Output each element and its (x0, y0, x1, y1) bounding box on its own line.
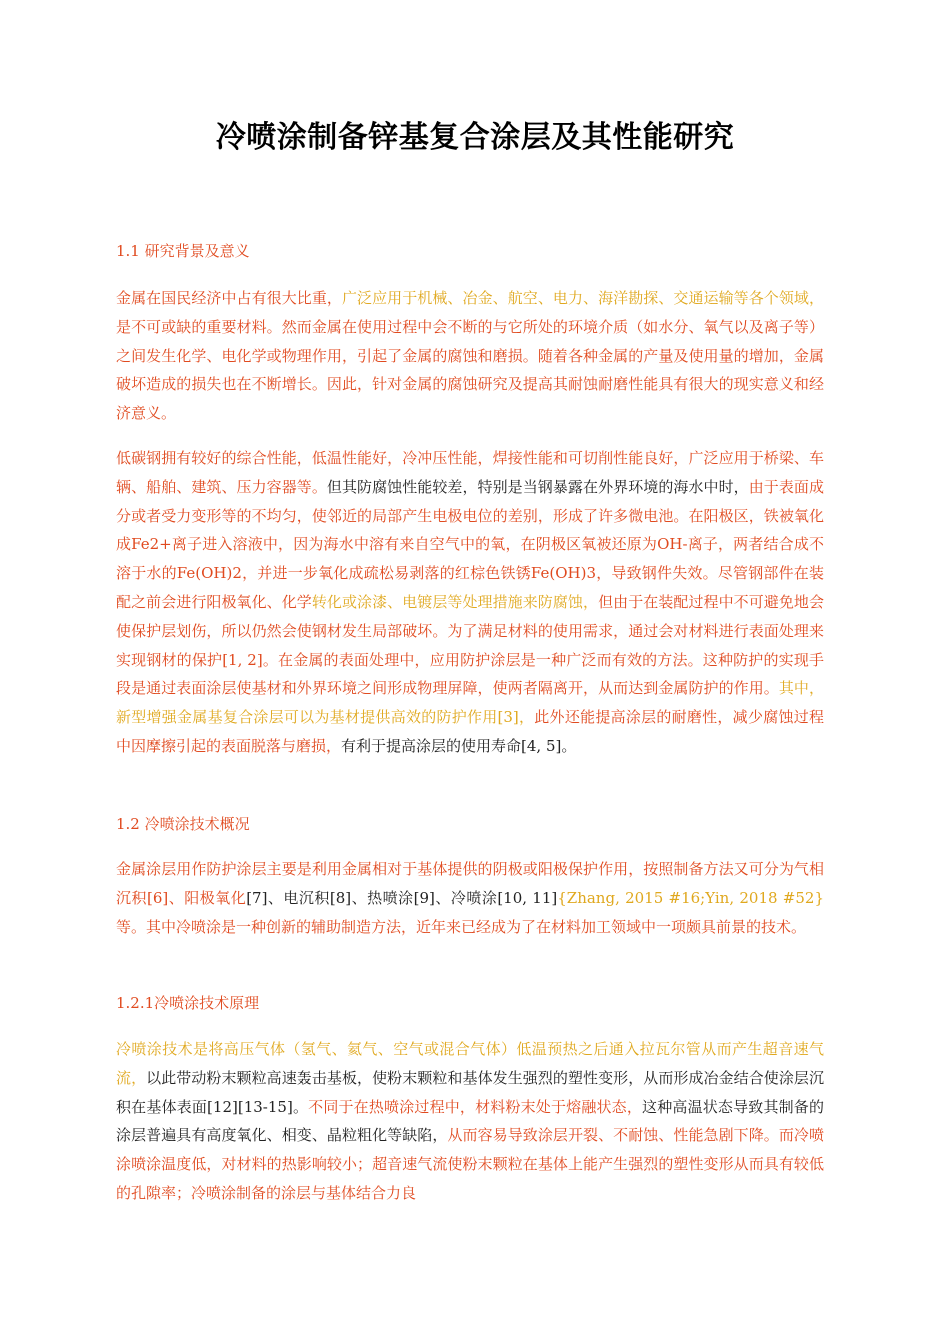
text-run: 从而容易导致涂层开裂、不耐蚀、性能急剧下降。而冷喷涂喷涂温度低，对材料的热影响较小；超音速气流使粉末颗粒在基体上能产生强烈的塑性变形从而具有较低的孔隙率；冷喷涂制备的涂层与基体结合力良 (116, 1126, 824, 1202)
paragraph-background-2 (116, 444, 824, 761)
text-run: 此外还能提高涂层的耐磨性，减少腐蚀过程中因摩擦引起的表面脱落与磨损， (116, 708, 824, 755)
text-run: 金属在国民经济中占有很大比重， (116, 289, 342, 307)
text-run: 由于表面成分或者受力变形等的不均匀，使邻近的局部产生电极电位的差别，形成了许多微电池。在阳极区，铁被氧化成Fe2+离子进入溶液中，因为海水中溶有来自空气中的氧，在阴极区氧被还原为OH-离子，两者结合成不溶于水的Fe(OH)2，并进一步氧化成疏松易剥落的红棕色铁锈Fe(OH)3，导致钢件失效。尽管钢部件在装配之前会进行阳极氧化、化学 (116, 477, 824, 611)
text-run: 低碳钢拥有较好的综合性能，低温性能好，冷冲压性能，焊接性能和可切削性能良好，广泛应用于桥梁、车辆、船舶、建筑、压力容器等。 (116, 449, 824, 496)
text-run: 不同于在热喷涂过程中，材料粉末处于熔融状态， (308, 1097, 643, 1116)
text-run: 以此带动粉末颗粒高速轰击基板，使粉末颗粒和基体发生强烈的塑性变形，从而形成冶金结合使涂层沉积在基体表面[12][13-15]。 (116, 1068, 824, 1116)
document-title: 冷喷涂制备锌基复合涂层及其性能研究 (215, 120, 735, 155)
section-heading-1-1: 1.1 研究背景及意义 (116, 242, 250, 260)
text-run: 广泛应用于机械、冶金、航空、电力、海洋勘探、交通运输等各个领域， (341, 289, 824, 307)
text-run: 但其防腐蚀性能较差，特别是当钢暴露在外界环境的海水中时， (326, 477, 749, 496)
text-run: 转化或涂漆、电镀层等处理措施来防腐蚀， (311, 592, 599, 611)
text-run: 有利于提高涂层的使用寿命[4, 5]。 (341, 736, 577, 755)
text-run: 其中，新型增强金属基复合涂层可以为基材提供高效的防护作用[3]， (116, 679, 824, 727)
paragraph-background-1 (116, 284, 824, 428)
text-run: 冷喷涂技术是将高压气体（氢气、氦气、空气或混合气体）低温预热之后通入拉瓦尔管从而产生超音速气流， (116, 1040, 824, 1087)
text-run: 但由于在装配过程中不可避免地会使保护层划伤，所以仍然会使钢材发生局部破坏。为了满足材料的使用需求，通过会对材料进行表面处理来实现钢材的保护[1, 2]。在金属的表面处理中，应用防护涂层是一种广泛而有效的方法。这种防护的实现手段是通过表面涂层使基材和外界环境之间形成物理屏障，使两者隔离开，从而达到金属防护的作用。 (116, 592, 824, 698)
paragraph-coldspray-overview (116, 855, 824, 941)
text-run: 等。其中冷喷涂是一种创新的辅助制造方法，近年来已经成为了在材料加工领域中一项颇具前景的技术。 (116, 917, 807, 936)
text-run: 金属涂层用作防护涂层主要是利用金属相对于基体提供的阴极或阳极保护作用，按照制备方法又可分为气相沉积[6]、阳极氧化 (116, 860, 824, 907)
section-heading-1-2-1: 1.2.1冷喷涂技术原理 (116, 994, 260, 1012)
paragraph-coldspray-principle (116, 1035, 824, 1208)
text-run: {Zhang, 2015 #16;Yin, 2018 #52} (557, 888, 824, 907)
text-run: [7]、电沉积[8]、热喷涂[9]、冷喷涂[10, 11] (246, 888, 558, 907)
text-run: 这种高温状态导致其制备的涂层普遍具有高度氧化、相变、晶粒粗化等缺陷， (116, 1097, 824, 1145)
text-run: 是不可或缺的重要材料。然而金属在使用过程中会不断的与它所处的环境介质（如水分、氧气以及离子等）之间发生化学、电化学或物理作用，引起了金属的腐蚀和磨损。随着各种金属的产量及使用量的增加，金属破坏造成的损失也在不断增长。因此，针对金属的腐蚀研究及提高其耐蚀耐磨性能具有很大的现实意义和经济意义。 (116, 317, 824, 423)
section-heading-1-2: 1.2 冷喷涂技术概况 (116, 815, 250, 833)
